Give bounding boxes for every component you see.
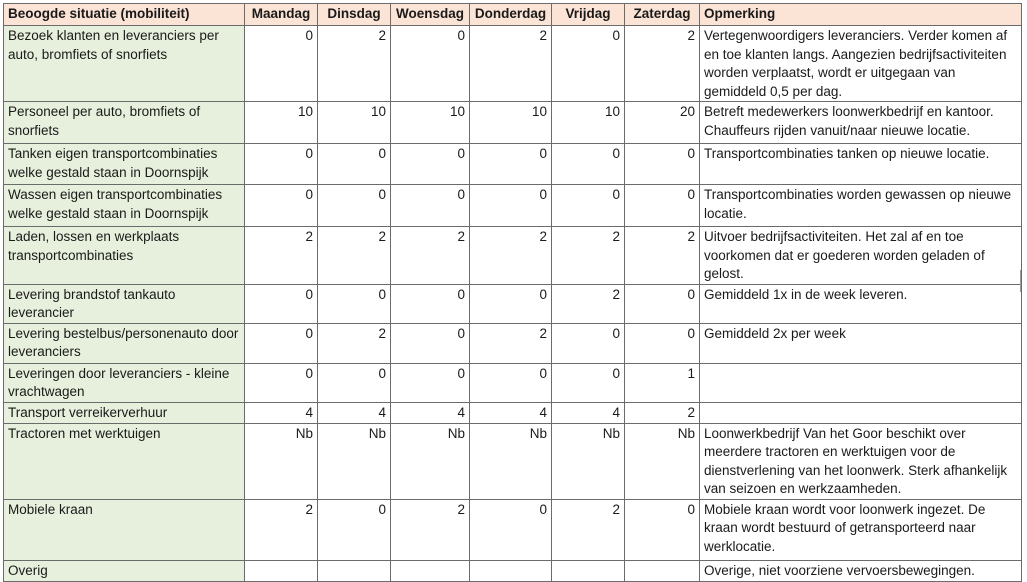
- page-edge-mark: [1020, 270, 1025, 292]
- table-row: [4, 284, 1022, 323]
- value-wednesday: 2: [391, 227, 470, 285]
- value-saturday: [625, 560, 700, 581]
- table-row: [4, 560, 1022, 581]
- value-saturday: 0: [625, 284, 700, 323]
- value-wednesday: Nb: [391, 423, 470, 499]
- value-saturday: 2: [625, 26, 700, 102]
- header-row: [4, 4, 1022, 26]
- value-saturday: 0: [625, 499, 700, 560]
- value-friday: 0: [552, 26, 625, 102]
- row-remark: Loonwerkbedrijf Van het Goor beschikt over meerdere tractoren en werktuigen voor de dienstverlening van het loonwerk. Sterk afhankelijk van seizoen en werkzaamheden.: [700, 423, 1022, 499]
- header-day-thursday: Donderdag: [470, 4, 552, 26]
- header-remark: Opmerking: [700, 4, 1022, 26]
- table-row: [4, 227, 1022, 285]
- table-row: [4, 102, 1022, 144]
- value-saturday: 1: [625, 363, 700, 402]
- value-tuesday: 0: [318, 284, 391, 323]
- value-tuesday: 0: [318, 363, 391, 402]
- value-monday: 0: [245, 284, 318, 323]
- header-day-monday: Maandag: [245, 4, 318, 26]
- value-wednesday: 2: [391, 499, 470, 560]
- row-remark: Transportcombinaties tanken op nieuwe locatie.: [700, 144, 1022, 185]
- value-thursday: 2: [470, 26, 552, 102]
- value-thursday: Nb: [470, 423, 552, 499]
- table-row: [4, 402, 1022, 423]
- table-row: [4, 423, 1022, 499]
- value-wednesday: 0: [391, 284, 470, 323]
- value-thursday: 0: [470, 144, 552, 185]
- row-label: Mobiele kraan: [4, 499, 245, 560]
- mobility-table-container: [3, 3, 1022, 582]
- value-monday: Nb: [245, 423, 318, 499]
- value-saturday: 0: [625, 185, 700, 227]
- row-remark: Gemiddeld 1x in de week leveren.: [700, 284, 1022, 323]
- row-label: Levering bestelbus/personenauto door leveranciers: [4, 323, 245, 363]
- row-remark: Overige, niet voorziene vervoersbewegingen.: [700, 560, 1022, 581]
- table-row: [4, 144, 1022, 185]
- value-thursday: 10: [470, 102, 552, 144]
- value-tuesday: Nb: [318, 423, 391, 499]
- value-tuesday: 2: [318, 26, 391, 102]
- value-friday: 10: [552, 102, 625, 144]
- value-friday: 0: [552, 323, 625, 363]
- value-monday: 0: [245, 363, 318, 402]
- row-remark: [700, 363, 1022, 402]
- row-remark: [700, 402, 1022, 423]
- value-saturday: 2: [625, 227, 700, 285]
- value-saturday: 2: [625, 402, 700, 423]
- table-row: [4, 499, 1022, 560]
- mobility-table: [3, 3, 1022, 582]
- value-wednesday: 0: [391, 144, 470, 185]
- header-day-friday: Vrijdag: [552, 4, 625, 26]
- row-remark: Vertegenwoordigers leveranciers. Verder komen af en toe klanten langs. Aangezien bedrijfsactiviteiten worden verplaatst, wordt er uitgegaan van gemiddeld 0,5 per dag.: [700, 26, 1022, 102]
- header-situation: Beoogde situatie (mobiliteit): [4, 4, 245, 26]
- row-label: Bezoek klanten en leveranciers per auto, bromfiets of snorfiets: [4, 26, 245, 102]
- table-row: [4, 363, 1022, 402]
- value-friday: Nb: [552, 423, 625, 499]
- value-thursday: 2: [470, 227, 552, 285]
- row-remark: Betreft medewerkers loonwerkbedrijf en kantoor. Chauffeurs rijden vanuit/naar nieuwe locatie.: [700, 102, 1022, 144]
- value-thursday: 2: [470, 323, 552, 363]
- value-tuesday: 0: [318, 185, 391, 227]
- value-wednesday: 4: [391, 402, 470, 423]
- value-tuesday: 2: [318, 323, 391, 363]
- value-friday: 0: [552, 144, 625, 185]
- table-row: [4, 185, 1022, 227]
- value-tuesday: 4: [318, 402, 391, 423]
- table-row: [4, 26, 1022, 102]
- value-monday: 0: [245, 26, 318, 102]
- header-day-tuesday: Dinsdag: [318, 4, 391, 26]
- value-monday: 2: [245, 499, 318, 560]
- value-thursday: [470, 560, 552, 581]
- row-remark: Transportcombinaties worden gewassen op nieuwe locatie.: [700, 185, 1022, 227]
- value-wednesday: 0: [391, 323, 470, 363]
- row-label: Tanken eigen transportcombinaties welke gestald staan in Doornspijk: [4, 144, 245, 185]
- row-label: Levering brandstof tankauto leverancier: [4, 284, 245, 323]
- value-friday: 4: [552, 402, 625, 423]
- row-label: Personeel per auto, bromfiets of snorfiets: [4, 102, 245, 144]
- value-thursday: 0: [470, 185, 552, 227]
- row-remark: Mobiele kraan wordt voor loonwerk ingezet. De kraan wordt bestuurd of getransporteerd naar werklocatie.: [700, 499, 1022, 560]
- value-friday: 2: [552, 284, 625, 323]
- value-tuesday: 0: [318, 499, 391, 560]
- value-wednesday: 0: [391, 26, 470, 102]
- row-label: Transport verreikerverhuur: [4, 402, 245, 423]
- value-monday: 0: [245, 323, 318, 363]
- value-friday: 2: [552, 227, 625, 285]
- value-tuesday: 0: [318, 144, 391, 185]
- row-label: Overig: [4, 560, 245, 581]
- table-row: [4, 323, 1022, 363]
- value-thursday: 4: [470, 402, 552, 423]
- row-label: Laden, lossen en werkplaats transportcombinaties: [4, 227, 245, 285]
- value-friday: [552, 560, 625, 581]
- value-wednesday: 10: [391, 102, 470, 144]
- value-tuesday: 2: [318, 227, 391, 285]
- value-monday: 4: [245, 402, 318, 423]
- row-label: Leveringen door leveranciers - kleine vrachtwagen: [4, 363, 245, 402]
- value-thursday: 0: [470, 363, 552, 402]
- value-tuesday: [318, 560, 391, 581]
- value-thursday: 0: [470, 499, 552, 560]
- value-saturday: 20: [625, 102, 700, 144]
- value-saturday: 0: [625, 323, 700, 363]
- row-label: Tractoren met werktuigen: [4, 423, 245, 499]
- value-thursday: 0: [470, 284, 552, 323]
- header-day-wednesday: Woensdag: [391, 4, 470, 26]
- value-tuesday: 10: [318, 102, 391, 144]
- row-remark: Uitvoer bedrijfsactiviteiten. Het zal af en toe voorkomen dat er goederen worden geladen of gelost.: [700, 227, 1022, 285]
- value-wednesday: 0: [391, 185, 470, 227]
- value-monday: 2: [245, 227, 318, 285]
- row-label: Wassen eigen transportcombinaties welke gestald staan in Doornspijk: [4, 185, 245, 227]
- value-saturday: Nb: [625, 423, 700, 499]
- value-wednesday: [391, 560, 470, 581]
- value-monday: [245, 560, 318, 581]
- value-saturday: 0: [625, 144, 700, 185]
- row-remark: Gemiddeld 2x per week: [700, 323, 1022, 363]
- value-friday: 0: [552, 363, 625, 402]
- header-day-saturday: Zaterdag: [625, 4, 700, 26]
- value-monday: 10: [245, 102, 318, 144]
- value-monday: 0: [245, 144, 318, 185]
- value-friday: 2: [552, 499, 625, 560]
- value-friday: 0: [552, 185, 625, 227]
- value-monday: 0: [245, 185, 318, 227]
- value-wednesday: 0: [391, 363, 470, 402]
